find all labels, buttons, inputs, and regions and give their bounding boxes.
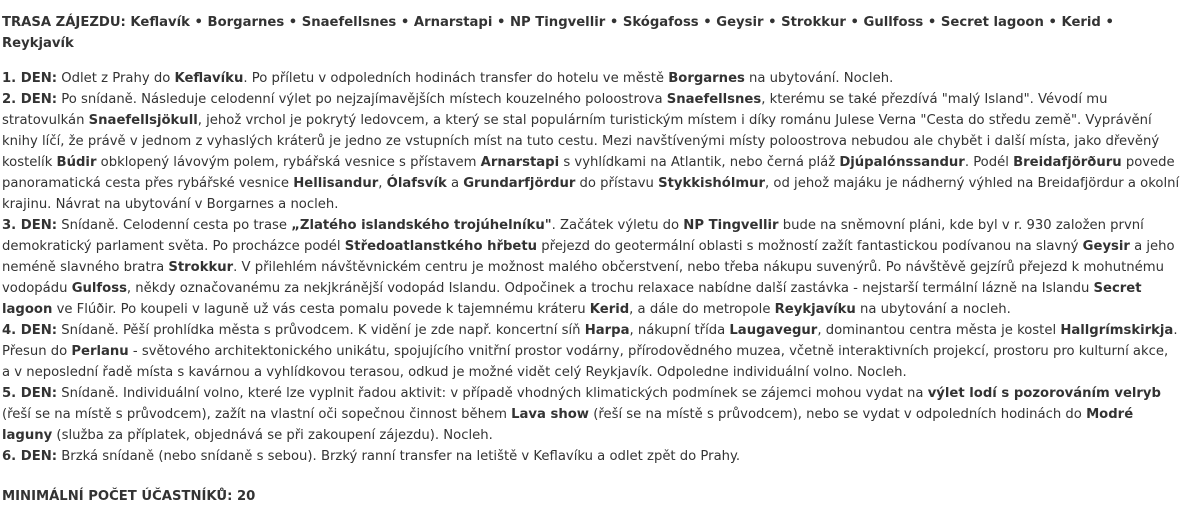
highlighted-place: Djúpalónssandur [839,155,965,170]
route-line [2,12,1180,54]
highlighted-place: Ólafsvík [386,176,447,191]
minimum-label: MINIMÁLNÍ POČET ÚČASTNÍKŮ: [2,489,233,504]
day-paragraph [2,89,1180,215]
day-label: 4. DEN: [2,323,58,338]
day-text: , někdy označovanému za nekjkránější vodopád Islandu. Odpočinek a trochu relaxace nabídne další zastávka - nejstarší termální lázně na Islandu [126,281,1094,296]
day-text: povede panoramatická cesta přes rybářské vesnice [2,155,1175,191]
highlighted-place: Búdir [56,155,97,170]
highlighted-place: Lava show [511,407,589,422]
day-label: 5. DEN: [2,386,58,401]
highlighted-place: Laugavegur [729,323,818,338]
day-text: , a dále do metropole [629,302,775,317]
day-label: 3. DEN: [2,218,58,233]
day-text: bude na sněmovní pláni, kde byl v r. 930 založen první demokratický parlament světa. Po procházce podél [2,218,1144,254]
day-text: . Přesun do [2,323,1178,359]
day-text: Snídaně. Pěší prohlídka města s průvodcem. K vidění je zde např. koncertní síň [57,323,585,338]
day-text: , nákupní třída [629,323,730,338]
highlighted-place: Grundarfjördur [463,176,576,191]
highlighted-place: Perlanu [71,344,129,359]
highlighted-place: NP Tingvellir [683,218,779,233]
day-label: 1. DEN: [2,71,58,86]
day-text: a [446,176,464,191]
minimum-participants [2,486,1180,507]
highlighted-place: Borgarnes [668,71,745,86]
day-text: Brzká snídaně (nebo snídaně s sebou). Brzký ranní transfer na letiště v Keflavíku a odlet zpět do Prahy. [57,449,741,464]
highlighted-place: Gulfoss [71,281,127,296]
route-label: TRASA ZÁJEZDU: [2,15,126,30]
day-text: (řeší se na místě s průvodcem), zažít na vlastní oči sopečnou činnost během [2,407,512,422]
day-text: , [378,176,387,191]
day-label: 6. DEN: [2,449,58,464]
day-text: na ubytování. Nocleh. [744,71,894,86]
highlighted-place: Breidafjörðuru [1013,155,1122,170]
day-text: . Po příletu v odpoledních hodinách transfer do hotelu ve městě [243,71,669,86]
highlighted-place: Hellisandur [293,176,379,191]
day-text: , od jehož majáku je nádherný výhled na Breidafjördur a okolní krajinu. Návrat na ubytování v Borgarnes a nocleh. [2,176,1180,212]
day-text: s vyhlídkami na Atlantik, nebo černá pláž [559,155,840,170]
day-text: , kterému se také přezdívá "malý Island". Vévodí mu stratovulkán [2,92,1108,128]
day-paragraph [2,446,1180,467]
highlighted-place: Modré laguny [2,407,1134,443]
day-text: (služba za příplatek, objednává se při zakoupení zájezdu). Nocleh. [52,428,493,443]
day-list [2,68,1180,467]
day-text: (řeší se na místě s průvodcem), nebo se vydat v odpoledních hodinách do [589,407,1087,422]
highlighted-place: Snaefellsjökull [88,113,198,128]
highlighted-place: Reykjavíku [774,302,856,317]
route-stops: Keflavík • Borgarnes • Snaefellsnes • Arnarstapi • NP Tingvellir • Skógafoss • Geysir • Strokkur • Gullfoss • Secret lagoon • Kerid • Reykjavík [2,15,1114,51]
highlighted-place: výlet lodí s pozorováním velryb [927,386,1161,401]
day-text: , dominantou centra města je kostel [817,323,1061,338]
day-text: . V přilehlém návštěvnickém centru je možnost malého občerstvení, nebo třeba nákupu suvenýrů. Po návštěvě gejzírů přejezd k mohutnému vodopádu [2,260,1164,296]
highlighted-place: „Zlatého islandského trojúhelníku" [291,218,552,233]
highlighted-place: Harpa [584,323,630,338]
day-paragraph [2,383,1180,446]
day-text: a jeho neméně slavného bratra [2,239,1175,275]
day-text: Snídaně. Individuální volno, které lze vyplnit řadou aktivit: v případě vhodných klimatických podmínek se zájemci mohou vydat na [57,386,928,401]
highlighted-place: Snaefellsnes [666,92,762,107]
day-text: na ubytování a nocleh. [855,302,1011,317]
day-text: , jehož vrchol je pokrytý ledovcem, a který se stal populárním turistickým místem i díky románu Julese Verna "Cesta do středu země". Vyprávění knihy líčí, že právě v jednom z vyhaslých kráterů je jedno ze vstupních míst na tuto cestu. Mezi navštívenými místy poloostrova nebudou ale chybět i další místa, jako dřevěný kostelík [2,113,1160,170]
highlighted-place: Středoatlanstkého hřbetu [344,239,538,254]
day-text: ve Flúðir. Po koupeli v laguně už vás cesta pomalu povede k tajemnému kráteru [52,302,590,317]
highlighted-place: Keflavíku [174,71,244,86]
day-text: obklopený lávovým polem, rybářská vesnice s přístavem [96,155,481,170]
highlighted-place: Geysir [1082,239,1130,254]
highlighted-place: Hallgrímskirkja [1060,323,1174,338]
highlighted-place: Stykkishólmur [658,176,766,191]
day-text: do přístavu [575,176,659,191]
day-text: Po snídaně. Následuje celodenní výlet po nejzajímavějších místech kouzelného poloostrova [57,92,667,107]
highlighted-place: Secret lagoon [2,281,1142,317]
minimum-value: 20 [236,489,256,504]
day-paragraph [2,320,1180,383]
highlighted-place: Strokkur [168,260,234,275]
day-text: přejezd do geotermální oblasti s možností zažít fantastickou podívanou na slavný [537,239,1083,254]
day-paragraph [2,215,1180,320]
highlighted-place: Arnarstapi [480,155,560,170]
day-text: Snídaně. Celodenní cesta po trase [57,218,292,233]
day-text: . Začátek výletu do [551,218,684,233]
day-text: Odlet z Prahy do [57,71,175,86]
highlighted-place: Kerid [589,302,630,317]
day-text: . Podél [964,155,1014,170]
day-label: 2. DEN: [2,92,58,107]
day-text: - světového architektonického unikátu, spojujícího vnitřní prostor vodárny, přírodovědného muzea, včetně interaktivních projekcí, prostoru pro kulturní akce, a v neposlední řadě místa s kavárnou a vyhlídkovou terasou, odkud je možné vidět celý Reykjavík. Odpoledne individuální volno. Nocleh. [2,344,1169,380]
day-paragraph [2,68,1180,89]
